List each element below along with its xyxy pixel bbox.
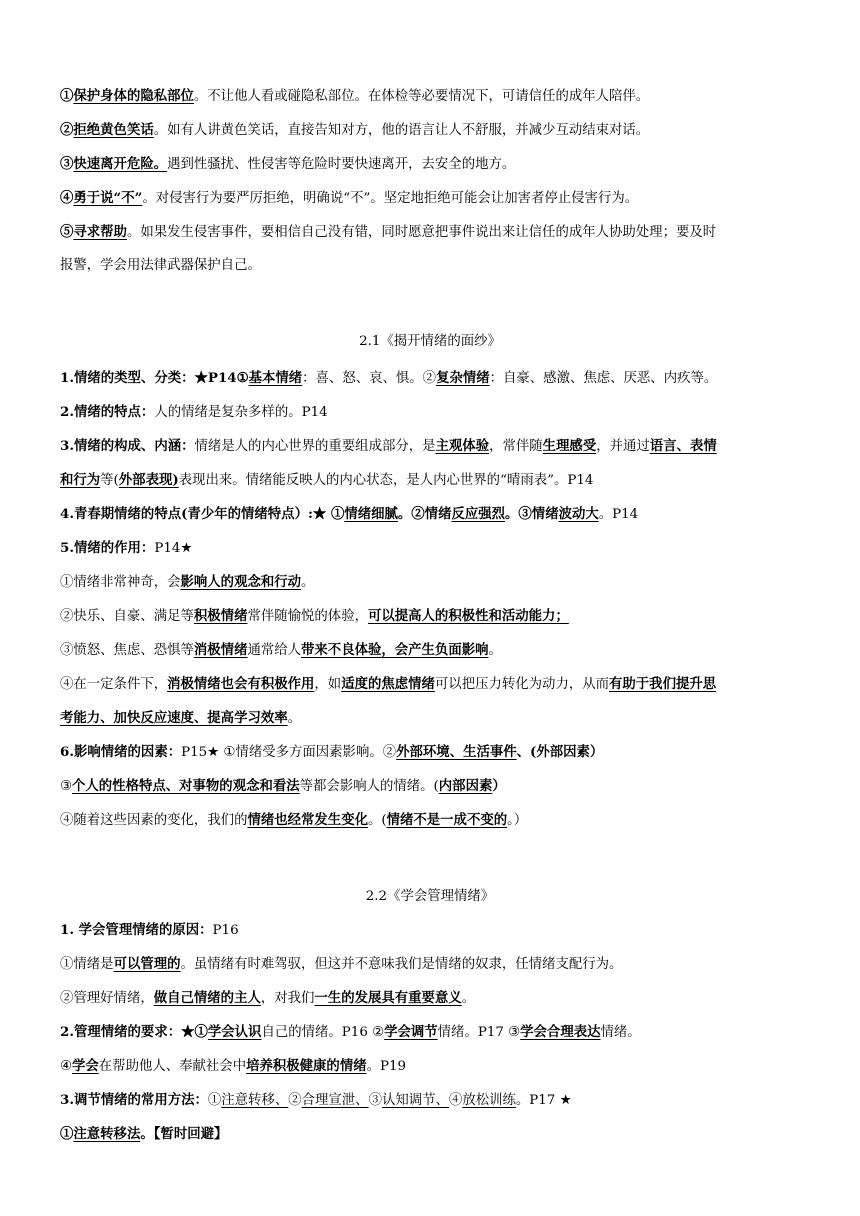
key-point: 消极情绪也会有积极作用 bbox=[167, 676, 315, 692]
body-text: 。P14 bbox=[598, 507, 639, 522]
key-point: 反应强烈 bbox=[451, 506, 506, 522]
body-text: ③ bbox=[368, 1093, 382, 1108]
heading-text: 。②情绪 bbox=[397, 506, 452, 522]
heading-text: ） bbox=[492, 778, 506, 794]
body-text: 通常给人 bbox=[247, 643, 302, 658]
method-name: 放松训练 bbox=[462, 1093, 516, 1108]
key-point: 一生的发展具有重要意义 bbox=[314, 990, 462, 1006]
key-point: 适度的焦虑情绪 bbox=[341, 676, 435, 692]
body-text: 。P19 bbox=[366, 1059, 407, 1074]
key-point: 和行为 bbox=[60, 472, 101, 488]
key-point: 情绪也经常发生变化 bbox=[247, 812, 368, 828]
key-point: 可以管理的 bbox=[113, 956, 181, 972]
key-point: 学会 bbox=[72, 1058, 99, 1074]
s21-line-3 bbox=[60, 429, 820, 463]
s21-line-7 bbox=[60, 565, 820, 599]
s21-line-1 bbox=[60, 361, 820, 395]
body-text: 表现出来。情绪能反映人的内心状态，是人内心世界的“晴雨表”。P14 bbox=[178, 473, 594, 488]
body-text: 。 bbox=[301, 575, 315, 590]
heading-text: 3.情绪的构成、内涵： bbox=[60, 438, 195, 454]
key-point: 学会合理表达 bbox=[520, 1024, 601, 1040]
heading-text: 。③情绪 bbox=[505, 506, 559, 522]
section-title-2-1: 2.1《揭开情绪的面纱》 bbox=[359, 334, 501, 349]
key-point: 保护身体的隐私部位 bbox=[73, 88, 194, 104]
key-point: 内部因素 bbox=[438, 778, 493, 794]
s22-line-2 bbox=[60, 947, 820, 981]
body-text: 情绪是人的内心世界的重要组成部分，是 bbox=[194, 439, 436, 454]
body-text: 。 bbox=[461, 991, 476, 1006]
body-text: P16 bbox=[212, 923, 239, 938]
key-point: 语言、表情 bbox=[649, 438, 717, 454]
item-text: 遇到性骚扰、性侵害等危险时要快速离开，去安全的地方。 bbox=[167, 157, 516, 172]
heading-text: 6.影响情绪的因素： bbox=[60, 744, 182, 760]
key-point: 外部表现) bbox=[118, 472, 179, 488]
s21-line-9 bbox=[60, 633, 820, 667]
key-point: 个人的性格特点、对事物的观念和看法 bbox=[72, 778, 300, 794]
body-text: ①情绪是 bbox=[60, 957, 114, 972]
item-text: 。如有人讲黄色笑话，直接告知对方，他的语言让人不舒服，并减少互动结束对话。 bbox=[153, 123, 650, 138]
body-text: P14★ bbox=[154, 541, 193, 556]
body-text: ① bbox=[207, 1093, 222, 1108]
s22-line-5 bbox=[60, 1049, 820, 1083]
key-point: 快速离开危险。 bbox=[73, 156, 168, 172]
key-point: 学会认识 bbox=[207, 1024, 262, 1040]
body-text: 。 bbox=[287, 711, 302, 726]
key-point: 可以提高人的积极性和活动能力； bbox=[367, 608, 569, 624]
key-point: 影响人的观念和行动 bbox=[180, 574, 302, 590]
s22-line-3 bbox=[60, 981, 820, 1015]
body-text: ④随着这些因素的变化，我们的 bbox=[60, 813, 248, 828]
body-text: 可以把压力转化为动力，从而 bbox=[434, 677, 610, 692]
body-text: 。P17 ★ bbox=[515, 1093, 572, 1108]
method-name: 认知调节、 bbox=[381, 1093, 449, 1108]
section-title-2-2: 2.2《学会管理情绪》 bbox=[365, 889, 495, 904]
body-text: ，并通过 bbox=[596, 439, 650, 454]
body-text: 情绪。 bbox=[600, 1025, 641, 1040]
safety-item-5-cont bbox=[60, 249, 820, 283]
item-text: 。对侵害行为要严厉拒绝，明确说“不”。坚定地拒绝可能会让加害者停止侵害行为。 bbox=[142, 191, 639, 206]
s21-line-2 bbox=[60, 395, 820, 429]
s21-line-12 bbox=[60, 735, 820, 769]
safety-item-3 bbox=[60, 147, 820, 181]
s21-line-14 bbox=[60, 803, 820, 837]
safety-item-2 bbox=[60, 113, 820, 147]
item-number: ③ bbox=[60, 156, 74, 172]
key-point: 生理感受 bbox=[542, 438, 597, 454]
key-point: 培养积极健康的情绪 bbox=[246, 1058, 367, 1074]
body-text: 。虽情绪有时难驾驭，但这并不意味我们是情绪的奴隶，任情绪支配行为。 bbox=[180, 957, 623, 972]
item-number: ④ bbox=[60, 190, 74, 206]
body-text: ：喜、怒、哀、惧。② bbox=[302, 371, 437, 386]
key-point: 积极情绪 bbox=[193, 608, 248, 624]
key-point: 做自己情绪的主人 bbox=[153, 990, 261, 1006]
key-point: 学会调节 bbox=[384, 1024, 438, 1040]
s21-line-13 bbox=[60, 769, 820, 803]
body-text: 。 bbox=[488, 643, 502, 658]
item-number: ② bbox=[60, 122, 74, 138]
method-name: 合理宣泄、 bbox=[301, 1093, 369, 1108]
body-text: ②管理好情绪， bbox=[60, 991, 154, 1006]
body-text: ④ bbox=[448, 1093, 463, 1108]
s21-line-5 bbox=[60, 497, 820, 531]
body-text: 常伴随愉悦的体验， bbox=[247, 609, 368, 624]
item-text: 。如果发生侵害事件，要相信自己没有错，同时愿意把事件说出来让信任的成年人协助处理；要及时 bbox=[126, 225, 717, 240]
key-point: 外部环境、生活事件 bbox=[396, 744, 517, 760]
body-text: ：自豪、感激、焦虑、厌恶、内疚等。 bbox=[489, 371, 718, 386]
safety-item-4 bbox=[60, 181, 820, 215]
s22-line-4 bbox=[60, 1015, 820, 1049]
heading-text: 1. 学会管理情绪的原因： bbox=[60, 922, 213, 938]
body-text: 。） bbox=[507, 813, 528, 828]
heading-text: 2.管理情绪的要求：★① bbox=[60, 1024, 208, 1040]
s21-line-11 bbox=[60, 701, 820, 735]
body-text: 人的情绪是复杂多样的。P14 bbox=[154, 405, 328, 420]
s21-line-10 bbox=[60, 667, 820, 701]
key-point: 考能力、加快反应速度、提高学习效率 bbox=[60, 710, 288, 726]
body-text: ② bbox=[288, 1093, 302, 1108]
key-point: 情绪细腻 bbox=[344, 506, 398, 522]
key-point: 复杂情绪 bbox=[436, 370, 490, 386]
safety-item-5 bbox=[60, 215, 820, 249]
body-text: P15★ ①情绪受多方面因素影响。② bbox=[181, 745, 397, 760]
body-text: 自己的情绪。P16 ② bbox=[261, 1025, 385, 1040]
key-point: 拒绝黄色笑话 bbox=[73, 122, 154, 138]
heading-text: 。【暂时回避】 bbox=[140, 1126, 228, 1142]
s21-line-4 bbox=[60, 463, 820, 497]
heading-text: 1.情绪的类型、分类：★P14① bbox=[60, 370, 249, 386]
heading-text: 2.情绪的特点： bbox=[60, 404, 155, 420]
item-number: ⑤ bbox=[60, 224, 74, 240]
heading-text: ① bbox=[60, 1126, 74, 1142]
body-text: ③愤怒、焦虑、恐惧等 bbox=[60, 643, 194, 658]
body-text: 等都会影响人的情绪。( bbox=[299, 779, 439, 794]
key-point: 波动大 bbox=[558, 506, 599, 522]
key-point: 情绪不是一成不变的 bbox=[386, 812, 508, 828]
key-point: 主观体验 bbox=[435, 438, 490, 454]
body-text: 等( bbox=[100, 473, 119, 488]
item-text: 。不让他人看或碰隐私部位。在体检等必要情况下，可请信任的成年人陪伴。 bbox=[193, 89, 650, 104]
heading-text: 4.青春期情绪的特点(青少年的情绪特点）:★ ① bbox=[60, 506, 345, 522]
method-name: 注意转移、 bbox=[221, 1093, 289, 1108]
body-text: ，如 bbox=[314, 677, 342, 692]
body-text: ③ bbox=[60, 779, 73, 794]
s22-line-6 bbox=[60, 1083, 820, 1117]
key-point: 注意转移法 bbox=[73, 1126, 141, 1142]
heading-text: 3.调节情绪的常用方法： bbox=[60, 1092, 208, 1108]
key-point: 勇于说“不” bbox=[73, 190, 143, 206]
key-point: 消极情绪 bbox=[193, 642, 248, 658]
heading-text: 、(外部因素） bbox=[516, 744, 604, 760]
body-text: ，常伴随 bbox=[489, 439, 543, 454]
body-text: ④ bbox=[60, 1059, 73, 1074]
body-text: 情绪。P17 ③ bbox=[437, 1025, 521, 1040]
body-text: ②快乐、自豪、满足等 bbox=[60, 609, 194, 624]
safety-item-1 bbox=[60, 79, 820, 113]
heading-text: 5.情绪的作用： bbox=[60, 540, 155, 556]
s22-line-1 bbox=[60, 913, 820, 947]
body-text: 。( bbox=[367, 813, 387, 828]
s22-line-7 bbox=[60, 1117, 820, 1151]
item-number: ① bbox=[60, 88, 74, 104]
body-text: ，对我们 bbox=[260, 991, 315, 1006]
body-text: ④在一定条件下， bbox=[60, 677, 168, 692]
key-point: 带来不良体验，会产生负面影响 bbox=[301, 642, 489, 658]
body-text: ①情绪非常神奇，会 bbox=[60, 575, 181, 590]
s21-line-6 bbox=[60, 531, 820, 565]
key-point: 有助于我们提升思 bbox=[609, 676, 717, 692]
key-point: 寻求帮助 bbox=[73, 224, 127, 240]
body-text: 在帮助他人、奉献社会中 bbox=[98, 1059, 247, 1074]
item-text: 报警，学会用法律武器保护自己。 bbox=[60, 258, 261, 273]
key-point: 基本情绪 bbox=[248, 370, 303, 386]
s21-line-8 bbox=[60, 599, 820, 633]
